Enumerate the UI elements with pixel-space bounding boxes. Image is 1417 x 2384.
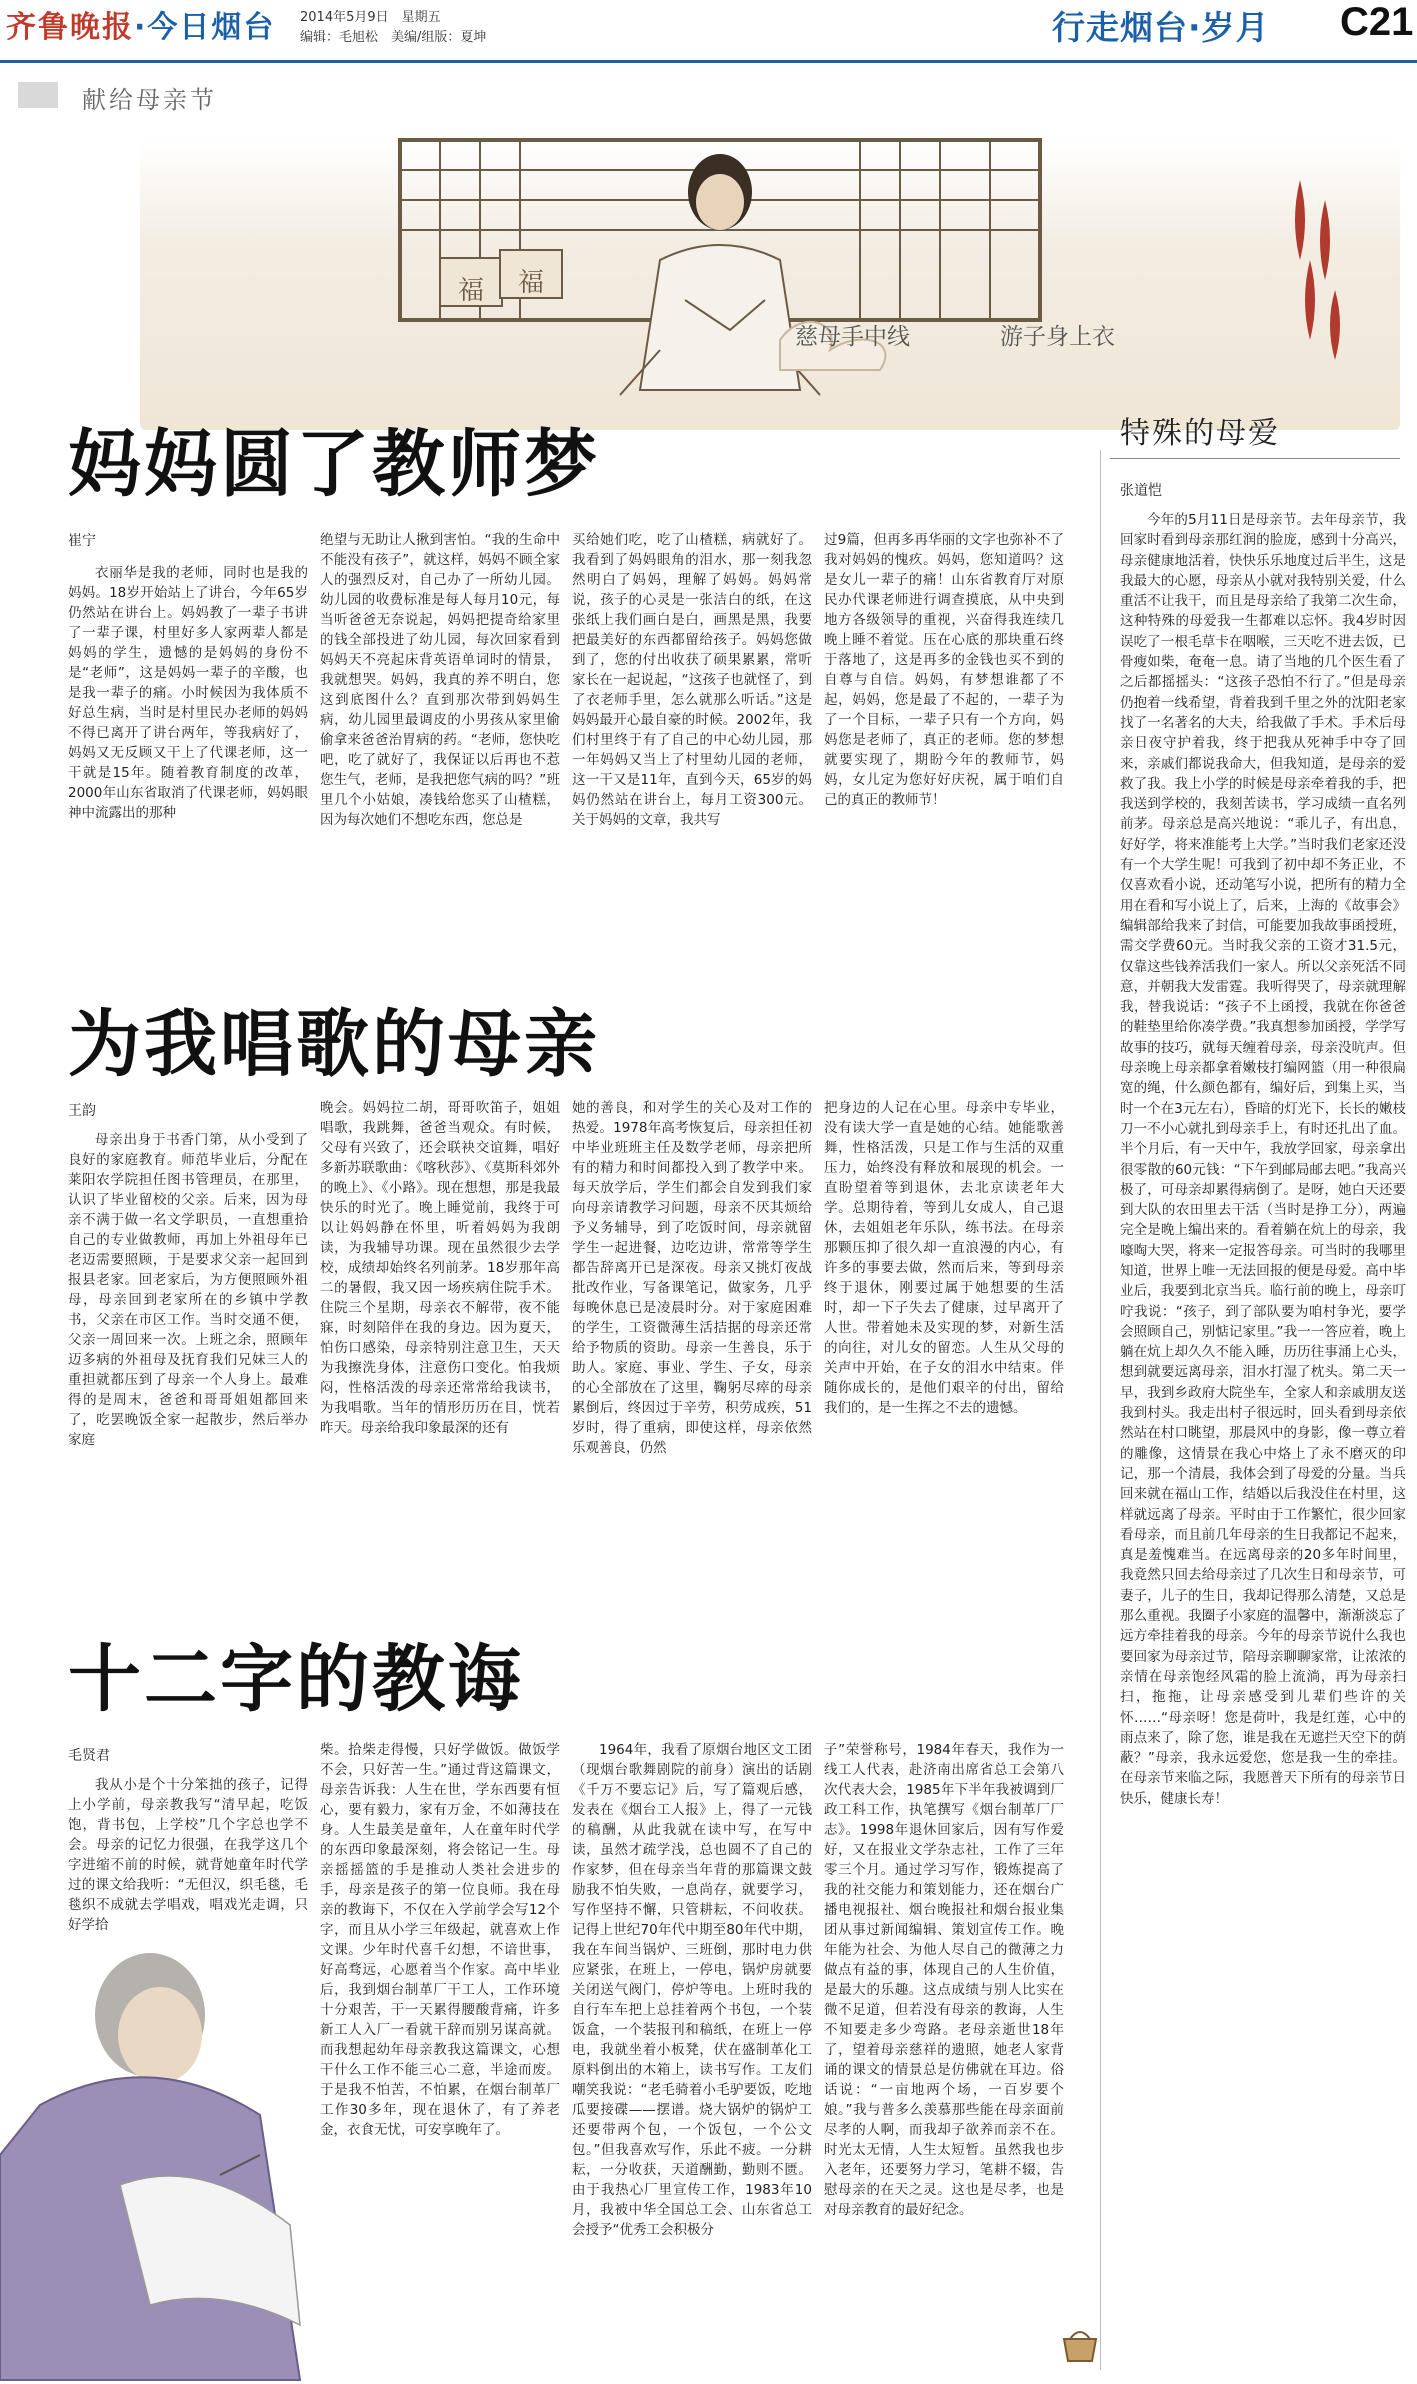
article1-col-1 — [68, 563, 308, 948]
blessing-char-1: 福 — [458, 276, 485, 306]
knitting-mother-drawing — [140, 140, 1400, 430]
issue-info — [300, 8, 486, 48]
issue-date: 2014年5月9日 星期五 — [300, 10, 441, 25]
masthead-brand: 齐鲁晚报 — [6, 10, 134, 45]
section-title: 行走烟台·岁月 — [1052, 8, 1270, 47]
article3-col-1-text: 我从小是个十分笨拙的孩子，记得上小学前，母亲教我写“清早起，吃饭饱，背书包，上学校”几个字总也学不会。母亲的记忆力很强，在我学这几个字进缩不前的时候，就背她童年时代学过的课文给我听：“无但汉，织毛毯，毛毯织不成就去学唱戏，唱戏光走调，只好学拾 — [68, 1777, 308, 1933]
poem-line-1: 慈母手中线 — [795, 324, 910, 350]
article2-col-2 — [320, 1098, 560, 1600]
article1-col-4-text: 过9篇，但再多再华丽的文字也弥补不了我对妈妈的愧疚。妈妈，您知道吗？这是女儿一辈子的痛！山东省教育厅对原民办代课老师进行调查摸底，从中央到地方各级领导的重视，兴奋得我连续几晚上睡不着觉。压在心底的那块重石终于落地了，这是再多的金钱也买不到的自尊与自信。妈妈，有梦想谁都了不起，妈妈，您是最了不起的，一辈子为了一个目标，一辈子只有一个方向，妈妈您是老师了，真正的老师。您的梦想就要实现了，期盼今年的教师节，妈妈，女儿定为您好好庆祝，属于咱们自己的真正的教师节！ — [824, 532, 1064, 808]
basket-icon — [1060, 2325, 1100, 2365]
article2-col-1-text: 母亲出身于书香门第，从小受到了良好的家庭教育。师范毕业后，分配在莱阳农学院担任图书管理员，在那里，认识了毕业留校的父亲。后来，因为母亲不满于做一名文学职员，一直想重拾自己的专业做教师，再加上外祖母年已老迈需要照顾，于是要求父亲一起回到报县老家。回老家后，为方便照顾外祖母，母亲回到老家所在的乡镇中学教书，父亲在市区工作。当时交通不便，父亲一周回来一次。上班之余，照顾年迈多病的外祖母及抚育我们兄妹三人的重担就都压到了母亲一个人身上。最难得的是周末，爸爸和哥哥姐姐都回来了，吃罢晚饭全家一起散步，然后举办家庭 — [68, 1132, 308, 1448]
masthead — [6, 2, 275, 46]
article3-col-2-text: 柴。拾柴走得慢，只好学做饭。做饭学不会，只好苦一生。”通过背这篇课文，母亲告诉我：人生在世，学东西要有恒心，要有毅力，家有万金，不如薄技在身。人生最美是童年，人在童年时代学的东西印象最深刻，将会铭记一生。母亲摇摇篮的手是推动人类社会进步的手，母亲是孩子的第一位良师。我在母亲的教诲下，不仅在入学前学会写12个字，而且从小学三年级起，就喜欢上作文课。少年时代喜千幻想，不谙世事，好高骛远，心愿着当个作家。高中毕业后，我到烟台制革厂干工人，工作环境十分艰苦，干一天累得腰酸背痛，许多新工人入厂一看就干辞而别另谋高就。而我想起幼年母亲教我这篇课文，心想干什么工作不能三心二意，半途而废。于是我不怕苦，不怕累，在烟台制革厂工作30多年，现在退休了，有了养老金，衣食无忧，可安享晚年了。 — [320, 1742, 560, 2138]
article2-col-4 — [824, 1098, 1064, 1600]
article3-col-2 — [320, 1740, 560, 2370]
article1-title: 妈妈圆了教师梦 — [68, 422, 600, 507]
sidebar-title: 特殊的母爱 — [1120, 416, 1280, 451]
sidebar-title-rule — [1110, 458, 1400, 459]
sidebar-author: 张道恺 — [1120, 483, 1162, 499]
article2-col-3 — [572, 1098, 812, 1600]
article3-col-3 — [572, 1740, 812, 2370]
article1-col-1-text: 衣丽华是我的老师，同时也是我的妈妈。18岁开始站上了讲台，今年65岁仍然站在讲台上。妈妈教了一辈子书讲了一辈子课，村里好多人家两辈人都是妈妈的学生，遗憾的是妈妈的身份不是“老师”，这是妈妈一辈子的辛酸，也是我一辈子的痛。小时候因为我体质不好总生病，当时是村里民办老师的妈妈不得已离开了讲台两年，等我病好了，妈妈又无反顾又干上了代课老师，这一干就是15年。随着教育制度的改革，2000年山东省取消了代课老师，妈妈眼神中流露出的那种 — [68, 565, 308, 821]
article2-col-4-text: 把身边的人记在心里。母亲中专毕业，没有读大学一直是她的心结。她能歌善舞，性格活泼，只是工作与生活的双重压力，始终没有释放和展现的机会。一直盼望着等到退休，去北京读老年大学。总期待着，等到儿女成人，自己退休，去姐姐老年乐队，练书法。在母亲那颗压抑了很久却一直浪漫的内心，有许多的事要去做，然而后来，等到母亲终于退休，刚要过属于她想要的生活时，却一下子失去了健康，过早离开了人世。带着她未及实现的梦，对新生活的向往，对儿女的留恋。人生从父母的关声中开始，在子女的泪水中结束。伴随你成长的，是他们艰辛的付出，留给我们的，是一生挥之不去的遗憾。 — [824, 1100, 1064, 1416]
sidebar-body — [1120, 510, 1406, 2370]
article3-col-4 — [824, 1740, 1064, 2370]
article3-author: 毛贤君 — [68, 1748, 110, 1764]
article1-col-4 — [824, 530, 1064, 948]
hero-illustration — [140, 140, 1400, 430]
article2-title: 为我唱歌的母亲 — [68, 1002, 600, 1087]
masthead-section: ·今日烟台 — [134, 10, 276, 45]
article1-col-3-text: 买给她们吃，吃了山楂糕，病就好了。我看到了妈妈眼角的泪水，那一刻我忽然明白了妈妈，理解了妈妈。妈妈常说，孩子的心灵是一张洁白的纸，在这张纸上我们画白是白，画黑是黑，我要把最美好的东西都留给孩子。妈妈您做到了，您的付出收获了硕果累累，常听家长在一起说起，“这孩子也就怪了，到了衣老师手里，怎么就那么听话。”这是妈妈最开心最自豪的时候。2002年，我们村里终于有了自己的中心幼儿园，那一年妈妈又当上了村里幼儿园的老师，这一干又是11年，直到今天，65岁的妈妈仍然站在讲台上，每月工资300元。关于妈妈的文章，我共写 — [572, 532, 812, 828]
article3-col-1 — [68, 1775, 308, 1933]
article1-author: 崔宁 — [68, 533, 96, 549]
article2-col-3-text: 她的善良，和对学生的关心及对工作的热爱。1978年高考恢复后，母亲担任初中毕业班班主任及数学老师，母亲把所有的精力和时间都投入到了教学中来。每天放学后，学生们都会自发到我们家向母亲请教学习问题，母亲不厌其烦给予义务辅导，到了吃饭时间，母亲就留学生一起进餐，边吃边讲，常常等学生都告辞离开已是深夜。母亲又挑灯夜战批改作业，写备课笔记，做家务，几乎每晚休息已是凌晨时分。对于家庭困难的学生，工资微薄生活拮据的母亲还常给予物质的资助。母亲一生善良，乐于助人。家庭、事业、学生、子女，母亲的心全部放在了这里，鞠躬尽瘁的母亲累倒后，终因过于辛劳，积劳成疾，51岁时，得了重病，即使这样，母亲依然乐观善良，仍然 — [572, 1100, 812, 1456]
theme-marker — [18, 82, 58, 108]
article2-col-1 — [68, 1130, 308, 1600]
article1-col-3 — [572, 530, 812, 948]
article3-col-3-text: 1964年，我看了原烟台地区文工团（现烟台歌舞剧院的前身）演出的话剧《千万不要忘记》后，写了篇观后感，发表在《烟台工人报》上，得了一元钱的稿酬，从此我就在读中写，在写中读，虽然才疏学浅，总也圆不了自己的作家梦，但在母亲当年背的那篇课文鼓励我不怕失败，一息尚存，就要学习，写作坚持不懈，只管耕耘，不问收获。记得上世纪70年代中期至80年代中期，我在车间当锅炉、三班倒，那时电力供应紧张，在班上，一停电，锅炉房就要关闭送气阀门，停炉等电。上班时我的自行车车把上总挂着两个书包，一个装饭盒，一个装报刊和稿纸，在班上一停电，我就坐着小板凳，伏在盛制革化工原料倒出的木箱上，读书写作。工友们嘲笑我说：“老毛骑着小毛驴要饭，吃地瓜要接碟——摆谱。烧大锅炉的锅炉工还要带两个包，一个饭包，一个公文包。”但我喜欢写作，乐此不疲。一分耕耘，一分收获，天道酬勤，勤则不匮。由于我热心厂里宣传工作，1983年10月，我被中华全国总工会、山东省总工会授予“优秀工会积极分 — [572, 1742, 812, 2238]
article1-col-2 — [320, 530, 560, 948]
article1-col-2-text: 绝望与无助让人揪到害怕。“我的生命中不能没有孩子”，就这样，妈妈不顾全家人的强烈反对，自己办了一所幼儿园。幼儿园的收费标准是每人每月10元，每当听爸爸无奈说起，妈妈把提奇给家里的钱全部投进了幼儿园，每次回家看到妈妈天不亮起床背英语单词时的情景，我就想哭。妈妈，我真的养不明白，您这到底图什么？直到那次带到妈妈生病，幼儿园里最调皮的小男孩从家里偷偷拿来爸爸治胃病的药。“老师，您快吃吧，吃了就好了，我保证以后再也不惹您生气，老师，是我把您气病的吗？”班里几个小姑娘，凑钱给您买了山楂糕，因为每次她们不想吃东西，您总是 — [320, 532, 560, 828]
article3-title: 十二字的教诲 — [68, 1637, 524, 1722]
sidebar-text: 今年的5月11日是母亲节。去年母亲节，我回家时看到母亲那红润的脸庞，感到十分高兴，母亲健康地活着，快快乐乐地度过后半生，这是我最大的心愿，母亲从小就对我特别关爱，什么重活不让我干，而且是母亲给了我第二次生命，这种特殊的母爱我一生都难以忘怀。我4岁时因误吃了一根毛草卡在咽喉，三天吃不进去饭，已骨瘦如柴，奄奄一息。请了当地的几个医生看了之后都摇摇头：“这孩子恐怕不行了。”但是母亲仍抱着一线希望，背着我到千里之外的沈阳老家找了一名著名的大夫，给我做了手术。手术后母亲日夜守护着我，终于把我从死神手中夺了回来，亲戚们都说我命大，但我知道，是母亲的爱救了我。我上小学的时候是母亲牵着我的手，把我送到学校的，我刻苦读书，学习成绩一直名列前茅。母亲总是高兴地说：“乖儿子，有出息，好好学，将来准能考上大学。”当时我们老家还没有一个大学生呢！可我到了初中却不务正业，不仅喜欢看小说，还动笔写小说，把所有的精力全用在看和写小说上了，后来，上海的《故事会》编辑部给我来了封信，可能要加我故事函授班，需交学费60元。当时我父亲的工资才31.5元，仅靠这些钱养活我们一家人。所以父亲死活不同意，并朝我大发雷霆。我听得哭了，母亲就理解我，替我说话：“孩子不上函授，我就在你爸爸的鞋垫里给你凑学费。”我真想参加函授，学学写故事的技巧，就每天缠着母亲，母亲没吭声。但母亲晚上母亲都拿着嫩枝打编网篮（用一种很扁宽的绳，什么颜色都有，编好后，到集上买，当时一个在3元左右），昏暗的灯光下，长长的嫩枝刀一不小心就扎到母亲手上，有时还扎出了血。半个月后，有一天中午，我放学回家，母亲拿出很零散的60元钱：“下午到邮局邮去吧。”我高兴极了，可母亲却累得病倒了。是呀，她白天还要到大队的农田里去干活（当时是挣工分），两遍完全是晚上编出来的。看着躺在炕上的母亲，我嚎啕大哭，将来一定报答母亲。可当时的我哪里知道，世界上唯一无法回报的便是母爱。高中毕业后，我要到北京当兵。临行前的晚上，母亲叮咛我说：“孩子，到了部队要为咱村争光，要学会照顾自己，别惦记家里。”我一一答应着，晚上躺在炕上却久久不能入睡，历历往事涌上心头，想到就要远离母亲，泪水打湿了枕头。第二天一早，我到乡政府大院坐车，全家人和亲戚朋友送我到村头。我走出村子很远时，回头看到母亲依然站在村口眺望，那晨风中的身影，像一尊立着的雕像，这情景在我心中烙上了永不磨灭的印记，那一个清晨，我体会到了母爱的分量。当兵回来就在福山工作，结婚以后我没住在村里，这样就远离了母亲。平时由于工作繁忙，很少回家看母亲，而且前几年母亲的生日我都记不起来，真是羞愧难当。在远离母亲的20多年时间里，我竟然只回去给母亲过了几次生日和母亲节，可妻子，儿子的生日，我却记得那么清楚，又总是那么重视。我圈子小家庭的温馨中，渐渐淡忘了远方牵挂着我的母亲。今年的母亲节说什么我也要回家为母亲过节，陪母亲聊聊家常，让浓浓的亲情在母亲饱经风霜的脸上流淌，再为母亲扫扫，拖拖，让母亲感受到儿辈们些许的关怀……“母亲呀！您是荷叶，我是红莲，心中的雨点来了，除了您，谁是我在无遮拦天空下的荫蔽？”母亲，我永远爱您，您是我一生的牵挂。在母亲节来临之际，我愿普天下所有的母亲节日快乐，健康长寿！ — [1120, 512, 1406, 1807]
grandmother-sewing-illustration — [0, 1925, 310, 2380]
article3-col-4-text: 子”荣誉称号，1984年春天，我作为一线工人代表，赴济南出席省总工会第八次代表大会，1985年下半年我被调到厂政工科工作，执笔撰写《烟台制革厂厂志》。1998年退休回家后，因有写作爱好，又在报业文学杂志社，工作了三年零三个月。通过学习写作，锻炼提高了我的社交能力和策划能力，还在烟台广播电视报社、烟台晚报社和烟台报业集团从事过新闻编辑、策划宣传工作。晚年能为社会、为他人尽自己的微薄之力做点有益的事，体现自己的人生价值，是最大的乐趣。这点成绩与别人比实在微不足道，但若没有母亲的教诲，人生不知要走多少弯路。老母亲逝世18年了，望着母亲慈祥的遗照，她老人家背诵的课文的情景总是仿佛就在耳边。俗话说：“一亩地两个场，一百岁要个娘。”我与普多么羡慕那些能在母亲面前尽孝的人啊，而我却子欲养而亲不在。时光太无情，人生太短暂。虽然我也步入老年，还要努力学习，笔耕不辍，告慰母亲的在天之灵。这也是尽孝，也是对母亲教育的最好纪念。 — [824, 1742, 1064, 2218]
sidebar-divider — [1100, 450, 1101, 2370]
issue-editors: 编辑：毛旭松 美编/组版：夏坤 — [300, 30, 487, 45]
article2-col-2-text: 晚会。妈妈拉二胡，哥哥吹笛子，姐姐唱歌，我跳舞，爸爸当观众。有时候，父母有兴致了，还会联袂交谊舞，唱好多新苏联歌曲：《喀秋莎》、《莫斯科郊外的晚上》、《小路》。现在想想，那是我最快乐的时光了。晚上睡觉前，我终于可以让妈妈静在怀里，听着妈妈为我朗读，为我辅导功课。现在虽然很少去学校，成绩却始终名列前茅。18岁那年高二的暑假，我又因一场疾病住院手术。住院三个星期，母亲衣不解带，夜不能寐，时刻陪伴在我的身边。因为夏天，怕伤口感染，母亲特别注意卫生，天天为我擦洗身体，注意伤口变化。怕我烦闷，性格活泼的母亲还常常给我读书，为我唱歌。当年的情形历历在目，恍若昨天。母亲给我印象最深的还有 — [320, 1100, 560, 1436]
article2-author: 王韵 — [68, 1103, 96, 1119]
header-rule — [0, 60, 1417, 63]
page-number: C21 — [1340, 0, 1414, 44]
poem-line-2: 游子身上衣 — [1000, 324, 1115, 350]
blessing-char-2: 福 — [518, 268, 545, 298]
grandmother-drawing — [0, 1925, 310, 2380]
theme-label: 献给母亲节 — [82, 86, 217, 114]
